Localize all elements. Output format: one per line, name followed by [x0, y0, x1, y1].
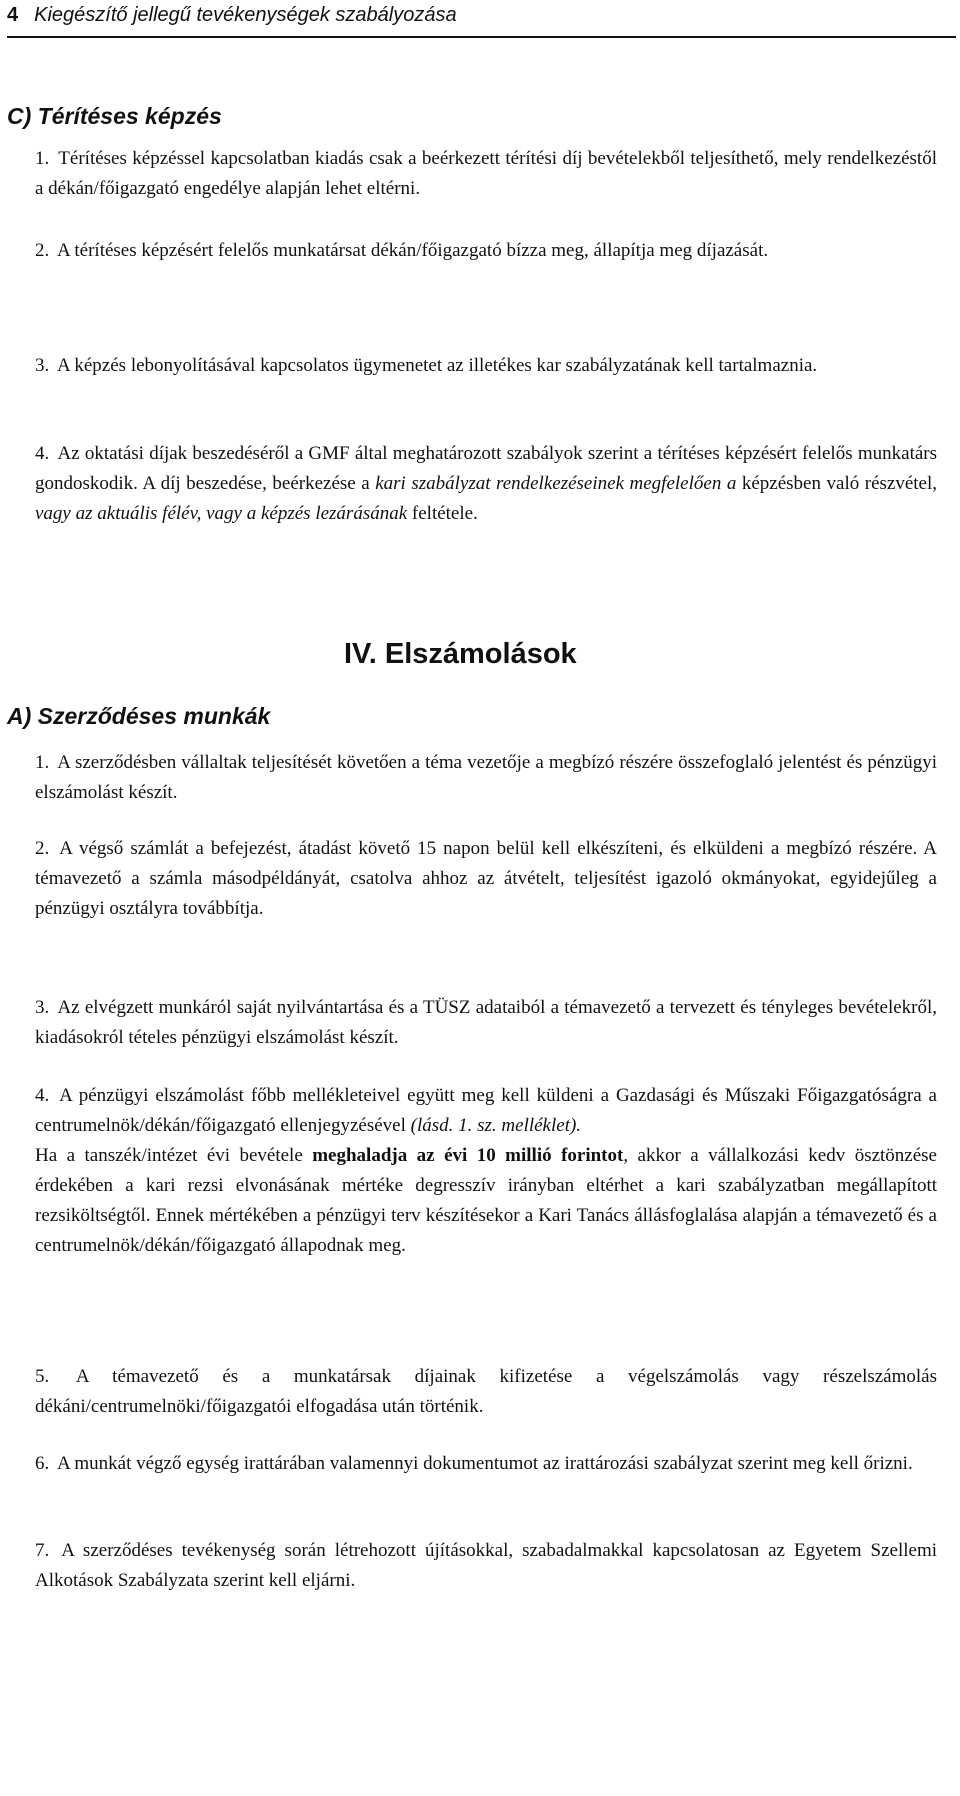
item-number: 3.	[35, 355, 50, 376]
item-text: képzésben való részvétel,	[736, 473, 938, 494]
item-text: Ha a tanszék/intézet évi bevétele	[35, 1145, 313, 1166]
running-header	[7, 2, 956, 38]
item-text: , akkor a vállalkozási kedv ösztönzése érdekében a kari rezsi elvonásának mértéke degresszív irányban eltérhet a kari szabályzatban megállapított rezsiköltségtől. Ennek mértékében a pénzügyi terv készítésekor a Kari Tanács állásfoglalása alapján a témavezető és a centrumelnök/dékán/főigazgató állapodnak meg.	[35, 1145, 937, 1256]
item-continuation	[35, 1141, 937, 1261]
item-text: A témavezető és a munkatársak díjainak kifizetése a végelszámolás vagy részelszámolás dékáni/centrumelnöki/főigazgatói elfogadása után történik.	[35, 1366, 937, 1417]
item-number: 1.	[35, 752, 50, 773]
item-text-italic: vagy az aktuális félév, vagy a képzés lezárásának	[35, 503, 408, 524]
item-text-italic: (lásd. 1. sz. melléklet).	[410, 1115, 582, 1136]
item-number: 4.	[35, 1085, 50, 1106]
chapter-title: IV. Elszámolások	[344, 638, 577, 670]
item-text: A képzés lebonyolításával kapcsolatos ügymenetet az illetékes kar szabályzatának kell tartalmaznia.	[56, 355, 818, 376]
item-text-italic: kari szabályzat rendelkezéseinek megfelelően a	[375, 473, 737, 494]
section-a-item-1	[35, 748, 937, 808]
header-title: Kiegészítő jellegű tevékenységek szabályozása	[34, 4, 457, 26]
item-text: A munkát végző egység irattárában valamennyi dokumentumot az irattározási szabályzat szerint meg kell őrizni.	[56, 1453, 913, 1474]
item-text: Az oktatási díjak beszedéséről a GMF által meghatározott szabályok szerint a térítéses képzésért felelős munkatárs gondoskodik. A díj beszedése, beérkezése a	[35, 443, 937, 494]
item-text: feltétele.	[407, 503, 478, 524]
section-c-heading: C) Térítéses képzés	[7, 103, 222, 129]
section-a-item-2	[35, 834, 937, 924]
item-text: A térítéses képzésért felelős munkatársat dékán/főigazgató bízza meg, állapítja meg díjazását.	[56, 240, 769, 261]
section-c-item-2	[35, 236, 937, 266]
item-number: 5.	[35, 1366, 50, 1387]
section-a-item-6	[35, 1449, 937, 1479]
section-a-item-7	[35, 1536, 937, 1596]
page-number: 4	[7, 4, 19, 26]
item-text: A szerződéses tevékenység során létrehozott újításokkal, szabadalmakkal kapcsolatosan az Egyetem Szellemi Alkotások Szabályzata szerint kell eljárni.	[35, 1540, 938, 1591]
item-number: 3.	[35, 997, 50, 1018]
item-text: A pénzügyi elszámolást főbb mellékleteivel együtt meg kell küldeni a Gazdasági és Műszaki Főigazgatóságra a centrumelnök/dékán/főigazgató ellenjegyzésével	[35, 1085, 937, 1136]
item-number: 6.	[35, 1453, 50, 1474]
item-text: A végső számlát a befejezést, átadást követő 15 napon belül kell elkészíteni, és elküldeni a megbízó részére. A témavezető a számla másodpéldányát, csatolva ahhoz az átvételt, teljesítést igazoló okmányokat, egyidejűleg a pénzügyi osztályra továbbítja.	[35, 838, 938, 919]
item-number: 4.	[35, 443, 50, 464]
section-c-item-3	[35, 351, 937, 381]
section-c-item-4	[35, 439, 937, 529]
section-a-heading: A) Szerződéses munkák	[7, 703, 271, 729]
item-text: A szerződésben vállaltak teljesítését követően a téma vezetője a megbízó részére összefoglaló jelentést és pénzügyi elszámolást készít.	[35, 752, 938, 803]
item-text: Térítéses képzéssel kapcsolatban kiadás csak a beérkezett térítési díj bevételekből teljesíthető, mely rendelkezéstől a dékán/főigazgató engedélye alapján lehet eltérni.	[35, 148, 937, 199]
item-text: Az elvégzett munkáról saját nyilvántartása és a TÜSZ adataiból a témavezető a tervezett és tényleges bevételekről, kiadásokról tételes pénzügyi elszámolást készít.	[35, 997, 938, 1048]
item-number: 2.	[35, 240, 50, 261]
section-a-item-5	[35, 1362, 937, 1422]
item-number: 1.	[35, 148, 50, 169]
item-text-bold: meghaladja az évi 10 millió forintot	[312, 1145, 624, 1166]
section-a-item-4	[35, 1081, 937, 1261]
section-c-item-1	[35, 144, 937, 204]
item-number: 7.	[35, 1540, 50, 1561]
section-a-item-3	[35, 993, 937, 1053]
item-number: 2.	[35, 838, 50, 859]
